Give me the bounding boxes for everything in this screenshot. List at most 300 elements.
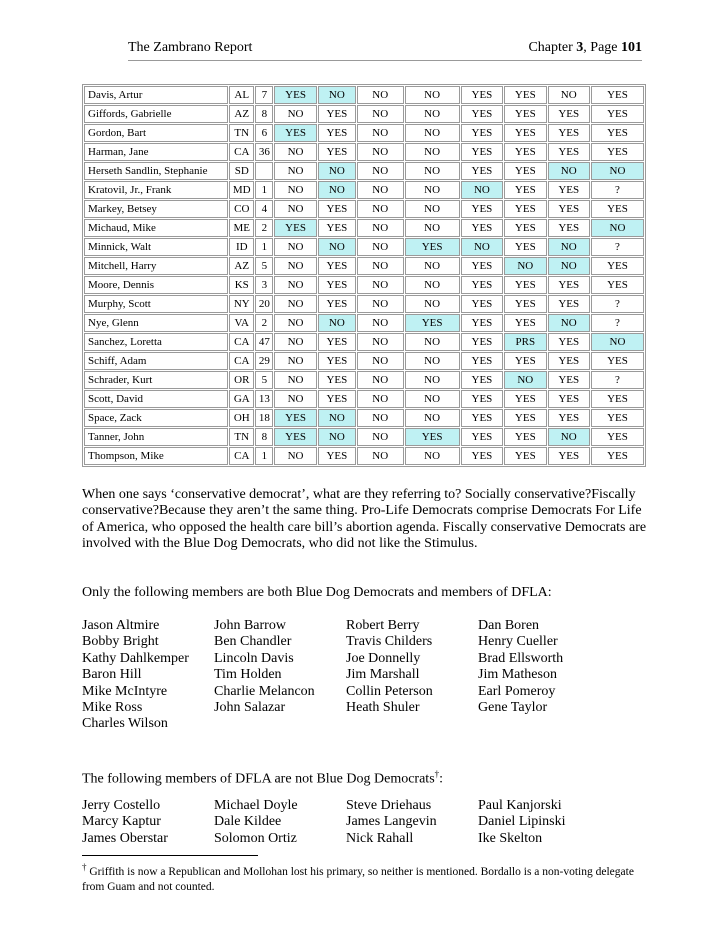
member-name-item [214, 716, 346, 732]
vote-cell: YES [548, 105, 590, 123]
report-title: The Zambrano Report [128, 40, 253, 55]
member-name: Minnick, Walt [84, 238, 228, 256]
vote-cell: YES [548, 447, 590, 465]
vote-cell: NO [405, 447, 460, 465]
member-state: MD [229, 181, 254, 199]
member-district: 8 [255, 428, 273, 446]
member-district: 2 [255, 314, 273, 332]
vote-cell: YES [461, 257, 503, 275]
vote-cell: NO [357, 371, 404, 389]
vote-cell: YES [405, 428, 460, 446]
member-name-item: Collin Peterson [346, 683, 433, 699]
name-row [82, 684, 642, 700]
member-name: Michaud, Mike [84, 219, 228, 237]
vote-cell: NO [548, 86, 590, 104]
vote-cell: YES [591, 124, 644, 142]
name-row [82, 716, 642, 732]
member-name-item: Marcy Kaptur [82, 814, 161, 830]
member-state: ME [229, 219, 254, 237]
vote-cell: NO [318, 238, 356, 256]
member-name: Nye, Glenn [84, 314, 228, 332]
vote-cell: NO [274, 276, 316, 294]
table-row [84, 333, 644, 351]
table-row [84, 257, 644, 275]
member-district: 2 [255, 219, 273, 237]
member-name-item: Jason Altmire [82, 618, 160, 633]
vote-cell: YES [504, 352, 546, 370]
vote-cell: YES [461, 105, 503, 123]
vote-cell: YES [405, 238, 460, 256]
vote-cell: NO [405, 276, 460, 294]
vote-cell: NO [357, 409, 404, 427]
vote-cell: ? [591, 314, 644, 332]
vote-cell: YES [318, 200, 356, 218]
member-name-item: Steve Driehaus [346, 798, 432, 813]
vote-cell: NO [357, 200, 404, 218]
vote-cell: NO [318, 409, 356, 427]
vote-cell: YES [504, 238, 546, 256]
vote-cell: NO [548, 314, 590, 332]
vote-cell: YES [318, 352, 356, 370]
vote-cell: YES [548, 333, 590, 351]
vote-cell: YES [548, 181, 590, 199]
vote-cell: NO [274, 143, 316, 161]
vote-cell: NO [274, 352, 316, 370]
table-row [84, 105, 644, 123]
vote-cell: ? [591, 295, 644, 313]
vote-cell: YES [591, 86, 644, 104]
vote-cell: NO [274, 371, 316, 389]
vote-cell: NO [318, 86, 356, 104]
vote-cell: NO [357, 143, 404, 161]
table-row [84, 162, 644, 180]
vote-cell: YES [504, 143, 546, 161]
member-district: 1 [255, 181, 273, 199]
vote-cell: NO [274, 333, 316, 351]
member-state: CA [229, 143, 254, 161]
vote-cell: YES [318, 105, 356, 123]
not-blue-dog-list [82, 798, 642, 847]
vote-cell: NO [357, 162, 404, 180]
member-state: AZ [229, 105, 254, 123]
vote-cell: YES [591, 105, 644, 123]
vote-cell: YES [461, 162, 503, 180]
member-district: 6 [255, 124, 273, 142]
vote-cell: YES [274, 124, 316, 142]
vote-cell: YES [274, 428, 316, 446]
member-name: Sanchez, Loretta [84, 333, 228, 351]
member-name-item: Solomon Ortiz [214, 830, 297, 846]
vote-cell: NO [357, 124, 404, 142]
vote-cell: NO [357, 86, 404, 104]
vote-cell: YES [504, 86, 546, 104]
vote-cell: NO [357, 428, 404, 446]
footnote: † Griffith is now a Republican and Mollohan lost his primary, so neither is mentioned. Bordallo is a non-voting delegate from Guam and not counted. [82, 862, 634, 893]
name-row [82, 634, 642, 650]
vote-cell: YES [591, 447, 644, 465]
page-locator: Chapter 3, Page 101 [528, 40, 642, 55]
vote-cell: NO [461, 238, 503, 256]
vote-cell: YES [591, 143, 644, 161]
vote-cell: YES [461, 295, 503, 313]
vote-cell: NO [274, 447, 316, 465]
vote-cell: NO [548, 257, 590, 275]
vote-cell: NO [357, 105, 404, 123]
member-state: AZ [229, 257, 254, 275]
vote-cell: YES [461, 447, 503, 465]
table-row [84, 200, 644, 218]
vote-cell: NO [405, 257, 460, 275]
member-name-item: Ben Chandler [214, 634, 292, 650]
member-state: OR [229, 371, 254, 389]
member-name-item: Charlie Melancon [214, 683, 315, 699]
member-state: CA [229, 352, 254, 370]
vote-cell: NO [274, 238, 316, 256]
vote-cell: YES [318, 371, 356, 389]
vote-cell: PRS [504, 333, 546, 351]
vote-cell: YES [548, 390, 590, 408]
member-state: NY [229, 295, 254, 313]
vote-cell: NO [405, 219, 460, 237]
vote-cell: NO [357, 390, 404, 408]
footnote-rule [82, 855, 258, 856]
member-district: 1 [255, 238, 273, 256]
vote-cell: YES [461, 428, 503, 446]
vote-cell: YES [548, 352, 590, 370]
vote-cell: NO [548, 162, 590, 180]
member-name-item: Travis Childers [346, 634, 433, 650]
member-name-item [478, 716, 610, 732]
table-row [84, 276, 644, 294]
member-name-item: Brad Ellsworth [478, 650, 564, 666]
table-row [84, 181, 644, 199]
vote-cell: YES [504, 314, 546, 332]
table-row [84, 390, 644, 408]
vote-cell: NO [405, 143, 460, 161]
vote-cell: NO [357, 447, 404, 465]
vote-cell: YES [504, 276, 546, 294]
vote-cell: YES [318, 390, 356, 408]
vote-cell: NO [591, 162, 644, 180]
vote-cell: YES [548, 143, 590, 161]
name-row [82, 798, 642, 814]
member-district: 5 [255, 371, 273, 389]
vote-cell: NO [274, 295, 316, 313]
vote-cell: YES [274, 219, 316, 237]
member-name-item: Mike McIntyre [82, 683, 168, 699]
vote-cell: NO [357, 276, 404, 294]
member-name: Gordon, Bart [84, 124, 228, 142]
member-name-item: Joe Donnelly [346, 650, 421, 666]
vote-cell: YES [504, 428, 546, 446]
vote-cell: NO [318, 181, 356, 199]
member-name-item: Lincoln Davis [214, 650, 294, 666]
member-district: 4 [255, 200, 273, 218]
vote-cell: NO [274, 162, 316, 180]
vote-cell: NO [405, 105, 460, 123]
vote-cell: YES [461, 352, 503, 370]
intro-paragraph: When one says ‘conservative democrat’, what are they referring to? Socially conservative?Fiscally conservative?Because they aren’t the same thing. Pro-Life Democrats comprise Democrats For Life of America, who opposed the health care bill’s abortion agenda. Fiscally conservative Democrats are involved with the Blue Dog Democrats, who did not like the Stimulus. [82, 487, 647, 552]
vote-cell: NO [357, 333, 404, 351]
vote-cell: NO [274, 390, 316, 408]
vote-cell: YES [461, 200, 503, 218]
member-name-item: Mike Ross [82, 700, 143, 716]
member-state: OH [229, 409, 254, 427]
member-name: Herseth Sandlin, Stephanie [84, 162, 228, 180]
vote-cell: YES [591, 200, 644, 218]
table-row [84, 428, 644, 446]
vote-cell: YES [548, 276, 590, 294]
member-state: CA [229, 447, 254, 465]
member-district: 3 [255, 276, 273, 294]
vote-cell: YES [548, 124, 590, 142]
vote-cell: NO [405, 371, 460, 389]
member-name-item: Jerry Costello [82, 798, 161, 813]
member-state: VA [229, 314, 254, 332]
member-district: 7 [255, 86, 273, 104]
vote-cell: YES [461, 143, 503, 161]
table-row [84, 124, 644, 142]
vote-cell: NO [405, 295, 460, 313]
vote-cell: NO [405, 200, 460, 218]
table-row [84, 219, 644, 237]
vote-cell: YES [591, 409, 644, 427]
not-list-heading: The following members of DFLA are not Blue Dog Democrats†: [82, 769, 444, 787]
vote-cell: YES [461, 276, 503, 294]
vote-cell: YES [461, 333, 503, 351]
vote-cell: NO [357, 219, 404, 237]
vote-cell: ? [591, 371, 644, 389]
table-row [84, 314, 644, 332]
vote-cell: NO [274, 257, 316, 275]
member-state: AL [229, 86, 254, 104]
vote-cell: YES [548, 295, 590, 313]
member-name-item: James Oberstar [82, 830, 168, 846]
vote-cell: YES [504, 390, 546, 408]
both-members-list [82, 618, 642, 733]
name-row [82, 831, 642, 847]
vote-cell: NO [274, 181, 316, 199]
vote-cell: YES [548, 219, 590, 237]
member-state: KS [229, 276, 254, 294]
member-name-item: Bobby Bright [82, 634, 159, 650]
vote-cell: YES [591, 352, 644, 370]
member-district: 29 [255, 352, 273, 370]
vote-cell: NO [274, 200, 316, 218]
member-name: Scott, David [84, 390, 228, 408]
member-state: GA [229, 390, 254, 408]
vote-cell: NO [591, 219, 644, 237]
vote-cell: NO [357, 238, 404, 256]
vote-cell: YES [461, 124, 503, 142]
vote-cell: NO [548, 238, 590, 256]
vote-cell: NO [405, 352, 460, 370]
name-row [82, 618, 642, 634]
member-name-item: Michael Doyle [214, 798, 298, 813]
vote-cell: YES [504, 295, 546, 313]
vote-cell: YES [274, 409, 316, 427]
member-district: 18 [255, 409, 273, 427]
member-name-item: Jim Matheson [478, 667, 557, 683]
vote-cell: YES [318, 124, 356, 142]
vote-cell: YES [504, 409, 546, 427]
table-row [84, 371, 644, 389]
member-name: Mitchell, Harry [84, 257, 228, 275]
vote-cell: NO [357, 181, 404, 199]
member-name: Thompson, Mike [84, 447, 228, 465]
vote-cell: YES [504, 447, 546, 465]
table-row [84, 352, 644, 370]
member-name-item: John Salazar [214, 700, 286, 716]
member-state: SD [229, 162, 254, 180]
vote-cell: ? [591, 181, 644, 199]
vote-cell: YES [461, 314, 503, 332]
vote-cell: NO [318, 162, 356, 180]
vote-cell: YES [318, 447, 356, 465]
vote-cell: NO [591, 333, 644, 351]
vote-cell: NO [357, 295, 404, 313]
member-name: Giffords, Gabrielle [84, 105, 228, 123]
vote-cell: NO [405, 409, 460, 427]
vote-cell: YES [461, 409, 503, 427]
table-row [84, 143, 644, 161]
vote-cell: YES [318, 276, 356, 294]
member-state: TN [229, 124, 254, 142]
page-header [128, 40, 642, 60]
member-name-item: Kathy Dahlkemper [82, 650, 189, 666]
member-name-item [346, 716, 478, 732]
member-name-item: John Barrow [214, 618, 286, 633]
both-list-heading: Only the following members are both Blue Dog Democrats and members of DFLA: [82, 585, 552, 600]
vote-cell: YES [318, 257, 356, 275]
member-state: CA [229, 333, 254, 351]
member-name-item: Earl Pomeroy [478, 683, 556, 699]
member-name-item: Paul Kanjorski [478, 798, 562, 813]
member-name-item: Henry Cueller [478, 634, 558, 650]
member-name: Murphy, Scott [84, 295, 228, 313]
vote-cell: NO [357, 314, 404, 332]
member-name: Schiff, Adam [84, 352, 228, 370]
table-row [84, 238, 644, 256]
member-district: 1 [255, 447, 273, 465]
vote-cell: YES [591, 276, 644, 294]
member-name: Space, Zack [84, 409, 228, 427]
vote-cell: YES [504, 162, 546, 180]
table-row [84, 86, 644, 104]
member-name-item: Heath Shuler [346, 700, 420, 716]
member-name-item: Dan Boren [478, 618, 540, 633]
vote-cell: ? [591, 238, 644, 256]
vote-cell: NO [405, 181, 460, 199]
member-name-item: Charles Wilson [82, 716, 168, 732]
member-district: 36 [255, 143, 273, 161]
vote-cell: NO [405, 390, 460, 408]
vote-cell: YES [318, 333, 356, 351]
member-name-item: Daniel Lipinski [478, 814, 566, 830]
vote-cell: NO [357, 257, 404, 275]
vote-cell: YES [591, 390, 644, 408]
name-row [82, 814, 642, 830]
member-name: Tanner, John [84, 428, 228, 446]
table-row [84, 409, 644, 427]
member-name: Markey, Betsey [84, 200, 228, 218]
vote-cell: YES [548, 200, 590, 218]
vote-cell: YES [504, 181, 546, 199]
member-district: 13 [255, 390, 273, 408]
vote-cell: YES [504, 219, 546, 237]
vote-cell: YES [318, 143, 356, 161]
vote-cell: YES [591, 257, 644, 275]
member-name-item: Baron Hill [82, 667, 142, 683]
vote-cell: YES [504, 124, 546, 142]
member-name: Moore, Dennis [84, 276, 228, 294]
vote-cell: NO [318, 428, 356, 446]
member-state: CO [229, 200, 254, 218]
member-name-item: Nick Rahall [346, 830, 414, 846]
member-name: Schrader, Kurt [84, 371, 228, 389]
name-row [82, 651, 642, 667]
vote-cell: NO [504, 257, 546, 275]
vote-cell: YES [504, 105, 546, 123]
member-district [255, 162, 273, 180]
member-district: 20 [255, 295, 273, 313]
member-name: Davis, Artur [84, 86, 228, 104]
vote-cell: NO [405, 86, 460, 104]
member-name-item: Jim Marshall [346, 667, 420, 683]
vote-cell: YES [405, 314, 460, 332]
vote-cell: YES [318, 295, 356, 313]
vote-cell: NO [548, 428, 590, 446]
member-name-item: James Langevin [346, 814, 437, 830]
vote-cell: NO [405, 333, 460, 351]
member-name-item: Gene Taylor [478, 700, 548, 716]
member-name-item: Dale Kildee [214, 814, 282, 830]
table-row [84, 447, 644, 465]
vote-cell: NO [461, 181, 503, 199]
vote-cell: NO [274, 105, 316, 123]
vote-cell: YES [461, 86, 503, 104]
vote-cell: NO [405, 124, 460, 142]
member-state: ID [229, 238, 254, 256]
member-name-item: Ike Skelton [478, 830, 543, 846]
member-name-item: Tim Holden [214, 667, 282, 683]
vote-cell: YES [504, 200, 546, 218]
vote-cell: YES [274, 86, 316, 104]
vote-cell: YES [461, 219, 503, 237]
vote-cell: NO [405, 162, 460, 180]
vote-cell: YES [461, 371, 503, 389]
member-district: 8 [255, 105, 273, 123]
vote-cell: YES [591, 428, 644, 446]
vote-cell: NO [274, 314, 316, 332]
member-district: 47 [255, 333, 273, 351]
member-state: TN [229, 428, 254, 446]
member-name: Kratovil, Jr., Frank [84, 181, 228, 199]
vote-cell: NO [504, 371, 546, 389]
name-row [82, 700, 642, 716]
vote-cell: NO [357, 352, 404, 370]
member-name: Harman, Jane [84, 143, 228, 161]
table-row [84, 295, 644, 313]
votes-table [82, 84, 646, 467]
name-row [82, 667, 642, 683]
vote-cell: YES [318, 219, 356, 237]
vote-cell: YES [548, 371, 590, 389]
member-district: 5 [255, 257, 273, 275]
member-name-item: Robert Berry [346, 618, 420, 633]
header-rule [128, 60, 642, 61]
vote-cell: YES [548, 409, 590, 427]
